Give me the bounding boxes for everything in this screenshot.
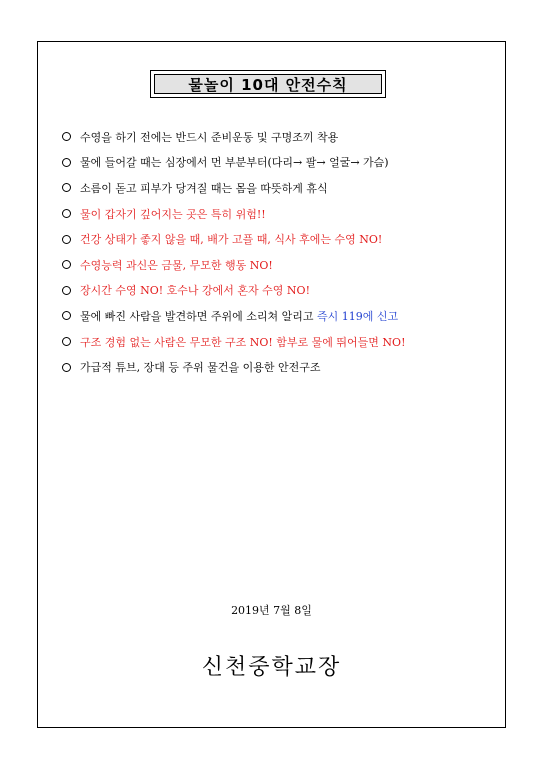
rule-text-highlight: 즉시 119에 신고 xyxy=(317,309,399,323)
circle-bullet-icon xyxy=(62,183,71,192)
rule-item-9 xyxy=(62,329,494,355)
rule-text: 물에 들어갈 때는 심장에서 먼 부분부터(다리→ 팔→ 얼굴→ 가슴) xyxy=(80,156,389,170)
rule-item-1 xyxy=(62,124,494,150)
circle-bullet-icon xyxy=(62,260,71,269)
circle-bullet-icon xyxy=(62,337,71,346)
rule-text: 수영을 하기 전에는 반드시 준비운동 및 구명조끼 착용 xyxy=(80,130,339,144)
circle-bullet-icon xyxy=(62,158,71,167)
rule-text: 소름이 돋고 피부가 당겨질 때는 몸을 따뜻하게 휴식 xyxy=(80,181,328,195)
issue-date: 2019년 7월 8일 xyxy=(231,604,312,617)
rule-text: 건강 상태가 좋지 않을 때, 배가 고플 때, 식사 후에는 수영 NO! xyxy=(80,233,383,247)
circle-bullet-icon xyxy=(62,311,71,320)
rule-text: 물이 갑자기 깊어지는 곳은 특히 위험!! xyxy=(80,207,266,221)
rule-text: 장시간 수영 NO! 호수나 강에서 혼자 수영 NO! xyxy=(80,284,310,298)
rule-item-8 xyxy=(62,303,494,329)
circle-bullet-icon xyxy=(62,286,71,295)
safety-rules-list xyxy=(62,124,494,380)
rule-text: 수영능력 과신은 금물, 무모한 행동 NO! xyxy=(80,258,273,272)
rule-text-main: 물에 빠진 사람을 발견하면 주위에 소리쳐 알리고 xyxy=(80,309,317,323)
circle-bullet-icon xyxy=(62,132,71,141)
circle-bullet-icon xyxy=(62,363,71,372)
rule-item-2 xyxy=(62,150,494,176)
signature: 신천중학교장 xyxy=(201,655,342,680)
page-title: 물놀이 10대 안전수칙 xyxy=(188,75,348,94)
rule-text: 구조 경험 없는 사람은 무모한 구조 NO! 함부로 물에 뛰어들면 NO! xyxy=(80,335,406,349)
rule-item-4 xyxy=(62,201,494,227)
rule-item-5 xyxy=(62,226,494,252)
title-box xyxy=(150,70,386,98)
circle-bullet-icon xyxy=(62,235,71,244)
circle-bullet-icon xyxy=(62,209,71,218)
rule-text xyxy=(80,308,398,324)
rule-item-10 xyxy=(62,354,494,380)
rule-item-7 xyxy=(62,278,494,304)
rule-text: 가급적 튜브, 장대 등 주위 물건을 이용한 안전구조 xyxy=(80,361,321,375)
rule-item-3 xyxy=(62,175,494,201)
rule-item-6 xyxy=(62,252,494,278)
title-inner-box xyxy=(154,74,382,94)
